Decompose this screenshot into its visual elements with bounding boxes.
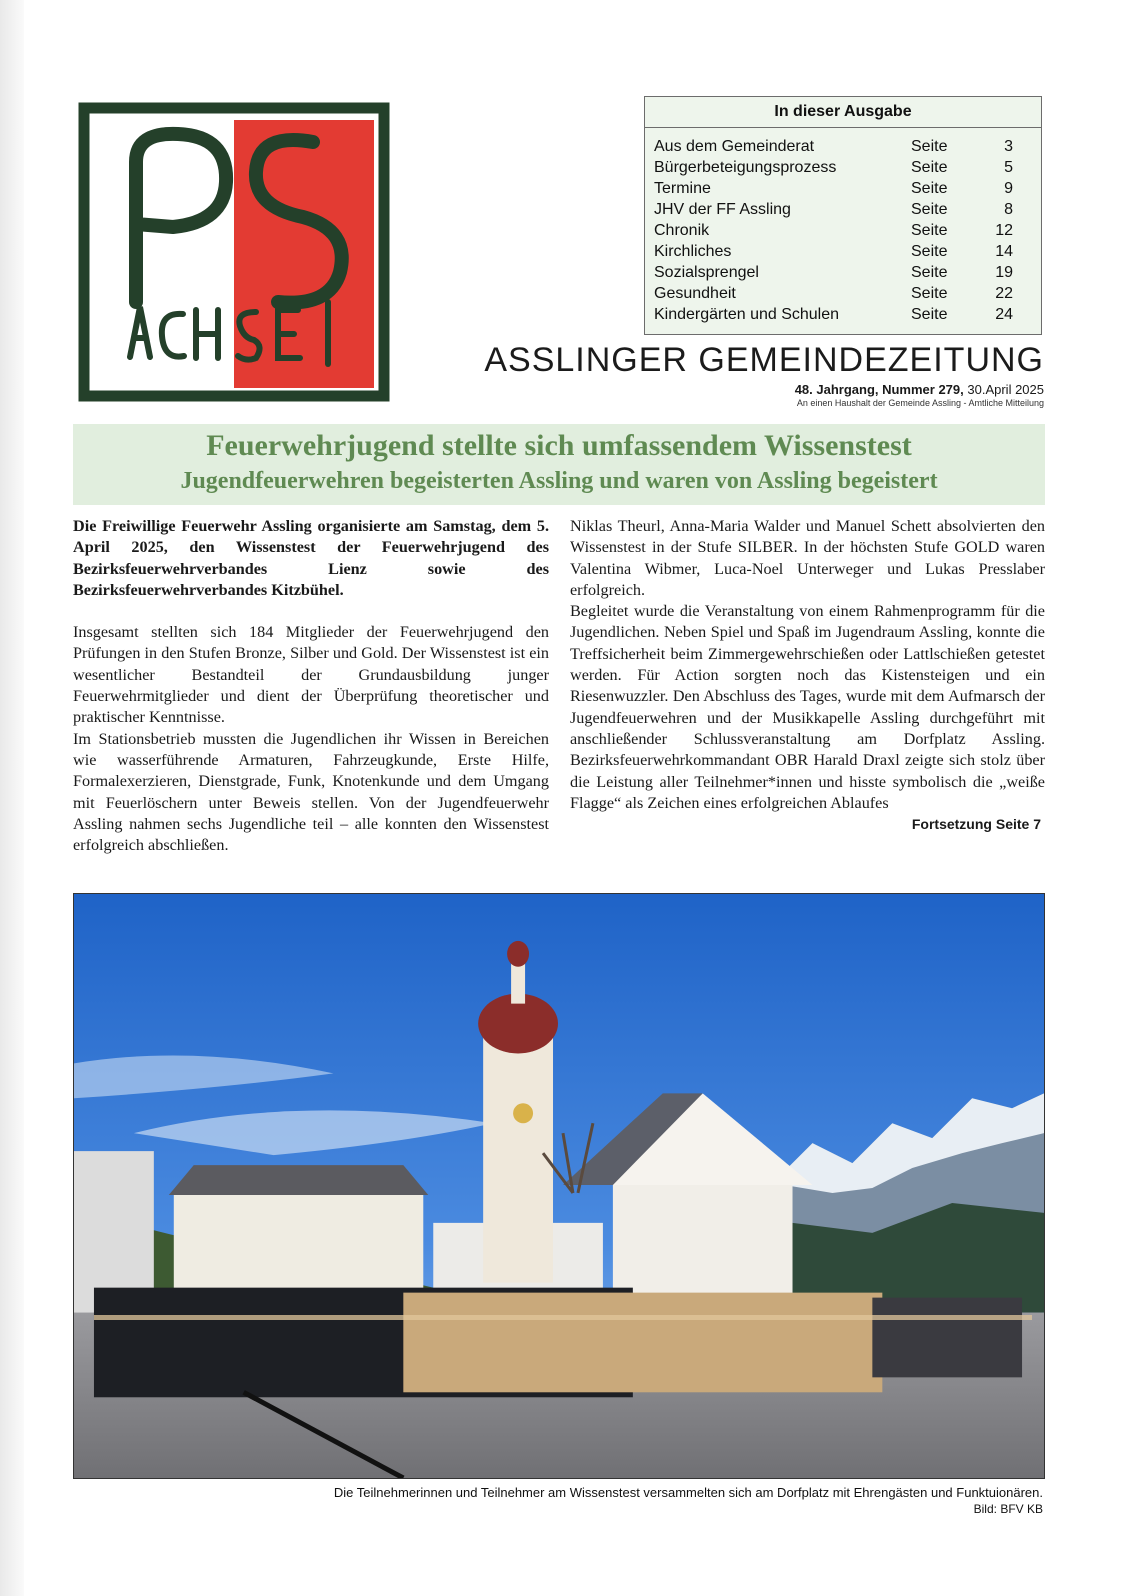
- newspaper-title: ASSLINGER GEMEINDEZEITUNG: [484, 341, 1044, 379]
- toc-item-seite: Seite: [911, 264, 948, 281]
- crowd-tan-uniforms: [403, 1293, 882, 1393]
- toc-item-label: Chronik: [654, 222, 710, 239]
- toc-item-page: 22: [995, 285, 1013, 302]
- toc-item-seite: Seite: [911, 201, 948, 218]
- toc-item[interactable]: [645, 136, 1041, 157]
- toc-item[interactable]: [645, 178, 1041, 199]
- article-column-right: [570, 516, 1045, 835]
- toc-item-label: Aus dem Gemeinderat: [654, 138, 815, 155]
- headline-banner: [73, 424, 1045, 505]
- toc-item-seite: Seite: [911, 243, 948, 260]
- article-paragraph: Im Stationsbetrieb mussten die Jugendlichen ihr Wissen in Bereichen wie wasserführende Armaturen, Fahrzeugkunde, Erste Hilfe, Formalexerzieren, Dienstgrade, Funk, Knotenkunde und dem Umgang mit Feuerlöschern unter Beweis stellen. Von der Jugendfeuerwehr Assling nahmen sechs Jugendliche teil – alle konnten den Wissenstest erfolgreich abschließen.: [73, 729, 549, 855]
- toc-item-seite: Seite: [911, 222, 948, 239]
- toc-item-seite: Seite: [911, 306, 948, 323]
- article-paragraph: Insgesamt stellten sich 184 Mitglieder der Feuerwehrjugend den Prüfungen in den Stufen Bronze, Silber und Gold. Der Wissenstest ist ein wesentlicher Bestandteil der Grundausbildung junger Feuerwehrmitglieder und dient der Überprüfung theoretischer und praktischer Kenntnisse.: [73, 623, 549, 727]
- article-column-left: [73, 516, 549, 856]
- toc-item[interactable]: [645, 262, 1041, 283]
- article-lead: Die Freiwillige Feuerwehr Assling organisierte am Samstag, dem 5. April 2025, den Wissenstest der Feuerwehrjugend des Bezirksfeuerwehrverbandes Lienz sowie des Bezirksfeuerwehrverbandes Kitzbühel.: [73, 517, 549, 599]
- photo-illustration: [74, 894, 1044, 1478]
- toc-item-page: 19: [995, 264, 1013, 281]
- toc-item-label: Termine: [654, 180, 711, 197]
- issue-number: 48. Jahrgang, Nummer 279,: [794, 382, 964, 397]
- toc-list: [645, 128, 1041, 325]
- toc-item-page: 24: [995, 306, 1013, 323]
- toc-item[interactable]: [645, 199, 1041, 220]
- article-paragraph: Niklas Theurl, Anna-Maria Walder und Manuel Schett absolvierten den Wissenstest in der Stufe SILBER. In der höchsten Stufe GOLD waren Valentina Wibmer, Luca-Noel Unterweger und Lukas Presslaber erfolgreich.: [570, 517, 1045, 599]
- toc-item-page: 14: [995, 243, 1013, 260]
- issue-info: [600, 382, 1044, 397]
- toc-item[interactable]: [645, 157, 1041, 178]
- farmhouse: [174, 1193, 423, 1293]
- toc-item-label: Gesundheit: [654, 285, 736, 302]
- page-edge-shadow: [0, 0, 24, 1596]
- table-of-contents: [644, 96, 1042, 335]
- toc-item-label: JHV der FF Assling: [654, 201, 791, 218]
- toc-item-label: Kindergärten und Schulen: [654, 306, 840, 323]
- toc-item-seite: Seite: [911, 285, 948, 302]
- tower-top: [507, 941, 529, 967]
- toc-item[interactable]: [645, 283, 1041, 304]
- toc-item[interactable]: [645, 241, 1041, 262]
- photo-credit: Bild: BFV KB: [973, 1502, 1043, 1516]
- paschse-logo: [78, 102, 390, 402]
- article-headline: Feuerwehrjugend stellte sich umfassendem Wissenstest: [206, 429, 912, 462]
- article-photo: [73, 893, 1045, 1479]
- official-notice: An einen Haushalt der Gemeinde Assling - Amtliche Mitteilung: [796, 398, 1044, 408]
- toc-item-seite: Seite: [911, 159, 948, 176]
- farmhouse-roof: [169, 1165, 428, 1195]
- church-tower: [483, 1034, 553, 1283]
- toc-item-page: 8: [1004, 201, 1013, 218]
- article-paragraph: Begleitet wurde die Veranstaltung von einem Rahmenprogramm für die Jugendlichen. Neben Spiel und Spaß im Jugendraum Assling, konnte die Treffsicherheit beim Zimmergewehrschießen oder Lattlschießen getestet werden. Für Action sorgten noch das Kistensteigen und ein Riesenwuzzler. Den Abschluss des Tages, wurde mit dem Aufmarsch der Jugendfeuerwehren und der Musikkapelle Assling durchgeführt mit anschließender Schlussveranstaltung am Dorfplatz Assling. Bezirksfeuerwehrkommandant OBR Harald Draxl zeigte sich stolz über die Leistung aller Teilnehmer*innen und hisste symbolisch die „weiße Flagge“ als Zeichen eines erfolgreichen Ablaufes: [570, 602, 1045, 812]
- toc-item-page: 9: [1004, 180, 1013, 197]
- tower-clock: [513, 1103, 533, 1123]
- toc-item-page: 3: [1004, 138, 1013, 155]
- issue-date: 30.April 2025: [963, 382, 1044, 397]
- logo-graphic: [78, 102, 390, 402]
- toc-item-page: 5: [1004, 159, 1013, 176]
- toc-item-seite: Seite: [911, 180, 948, 197]
- continued-link[interactable]: Fortsetzung Seite 7: [911, 816, 1041, 833]
- toc-item-label: Sozialsprengel: [654, 264, 759, 281]
- toc-item-seite: Seite: [911, 138, 948, 155]
- photo-caption: Die Teilnehmerinnen und Teilnehmer am Wissenstest versammelten sich am Dorfplatz mit Ehrengästen und Funktuionären.: [333, 1485, 1043, 1500]
- toc-title: In dieser Ausgabe: [645, 97, 1041, 128]
- toc-item-label: Kirchliches: [654, 243, 732, 260]
- crowd-spectators: [872, 1298, 1022, 1378]
- toc-item-label: Bürgerbeteigungsprozess: [654, 159, 837, 176]
- toc-item[interactable]: [645, 220, 1041, 241]
- toc-item-page: 12: [995, 222, 1013, 239]
- article-subheadline: Jugendfeuerwehren begeisterten Assling und waren von Assling begeistert: [180, 468, 938, 494]
- toc-item[interactable]: [645, 304, 1041, 325]
